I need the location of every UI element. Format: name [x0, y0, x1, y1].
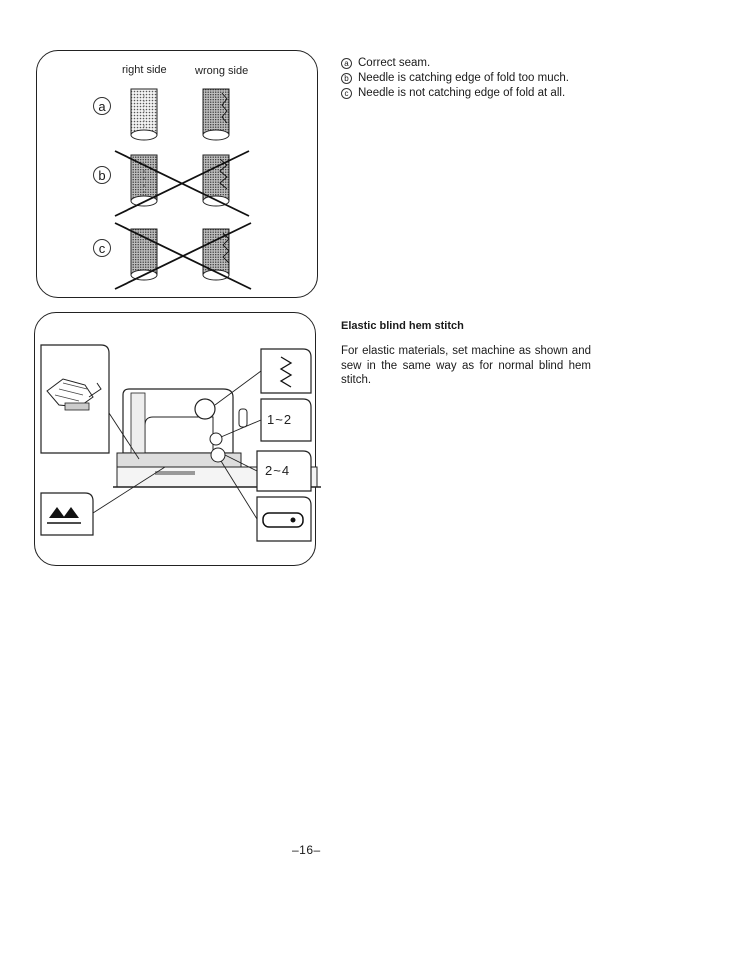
section-heading: Elastic blind hem stitch — [341, 320, 464, 332]
machine-setup-illustration — [35, 313, 317, 567]
caption-text: Correct seam. — [358, 57, 431, 69]
stitch-length-value: 1~2 — [267, 412, 293, 427]
caption-letter: a — [341, 58, 352, 69]
machine-setup-figure — [34, 312, 316, 566]
row-a-right-fabric — [131, 89, 157, 140]
caption-c — [341, 86, 569, 101]
seam-captions — [341, 56, 569, 101]
caption-letter: b — [341, 73, 352, 84]
caption-text: Needle is catching edge of fold too much. — [358, 72, 569, 84]
presser-foot-panel — [41, 345, 109, 453]
row-marker-b: b — [93, 166, 111, 184]
page-number: –16– — [292, 843, 321, 857]
caption-text: Needle is not catching edge of fold at all. — [358, 87, 566, 99]
seam-illustrations — [37, 51, 319, 299]
feed-dog-panel — [41, 493, 93, 535]
wrong-side-label: wrong side — [195, 65, 249, 77]
seam-comparison-figure — [36, 50, 318, 298]
row-a-wrong-fabric — [203, 89, 229, 140]
right-side-label: right side — [122, 64, 167, 76]
section-body: For elastic materials, set machine as shown and sew in the same way as for normal blind hem stitch. — [341, 345, 591, 386]
caption-a — [341, 56, 569, 71]
row-marker-a: a — [93, 97, 111, 115]
caption-letter: c — [341, 88, 352, 99]
caption-b — [341, 71, 569, 86]
row-marker-c: c — [93, 239, 111, 257]
stitch-length-callout — [221, 399, 311, 441]
stitch-width-value: 2~4 — [265, 463, 291, 478]
